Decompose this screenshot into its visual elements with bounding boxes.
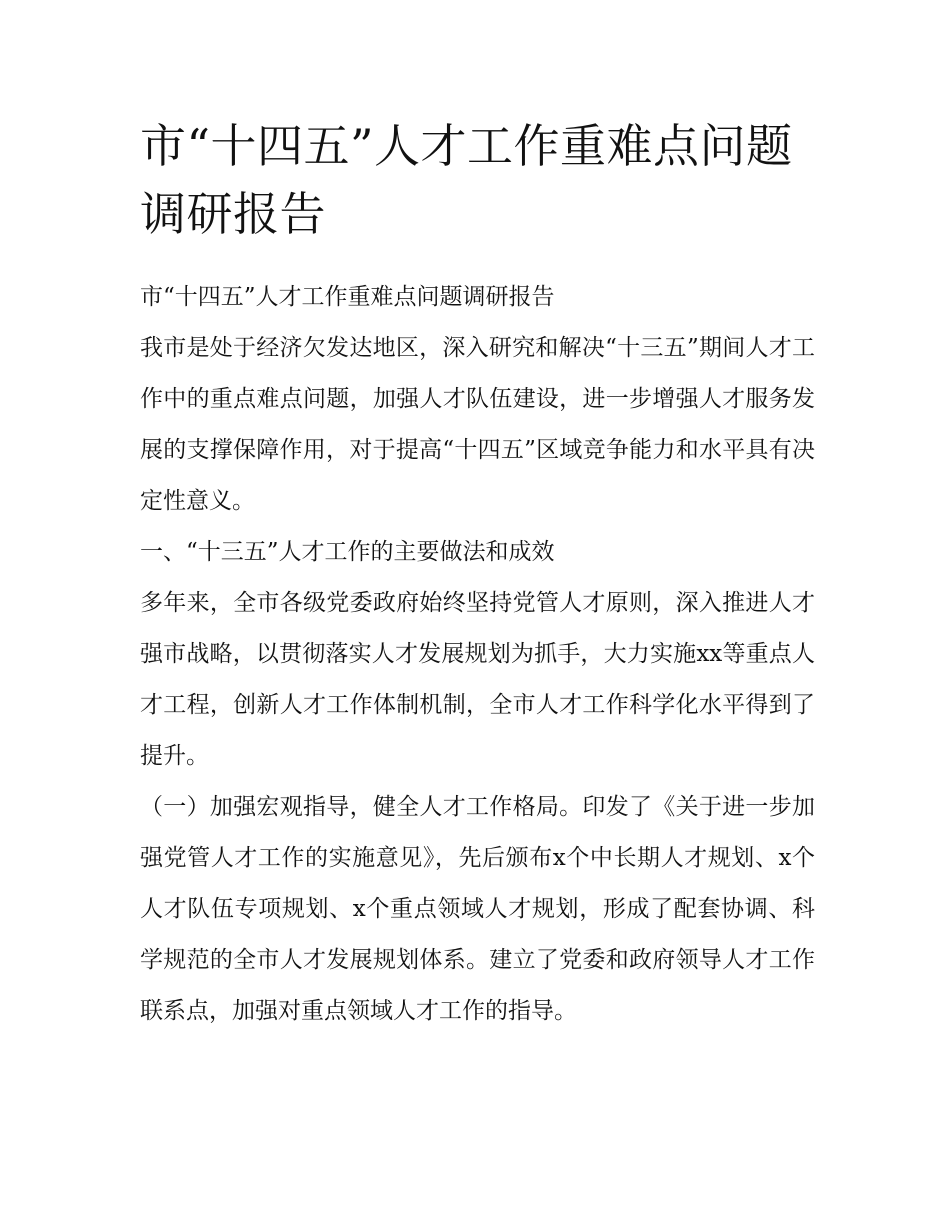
subsection-1-paragraph: （一）加强宏观指导，健全人才工作格局。印发了《关于进一步加强党管人才工作的实施意见》，先后颁布x个中长期人才规划、x个人才队伍专项规划、x个重点领域人才规划，形成了配套协调、科学规范的全市人才发展规划体系。建立了党委和政府领导人才工作联系点，加强对重点领域人才工作的指导。: [140, 794, 815, 1024]
document-subtitle: 市“十四五”人才工作重难点问题调研报告: [140, 284, 555, 310]
section-heading-1: 一、“十三五”人才工作的主要做法和成效: [140, 539, 555, 565]
section-1-paragraph: 多年来，全市各级党委政府始终坚持党管人才原则，深入推进人才强市战略，以贯彻落实人才发展规划为抓手，大力实施xx等重点人才工程，创新人才工作体制机制，全市人才工作科学化水平得到了提升。: [140, 590, 815, 769]
document-body: [140, 112, 815, 1037]
document-title: 市“十四五”人才工作重难点问题调研报告: [140, 119, 793, 241]
intro-paragraph: 我市是处于经济欠发达地区，深入研究和解决“十三五”期间人才工作中的重点难点问题，加强人才队伍建设，进一步增强人才服务发展的支撑保障作用，对于提高“十四五”区域竞争能力和水平具有决定性意义。: [140, 335, 815, 514]
